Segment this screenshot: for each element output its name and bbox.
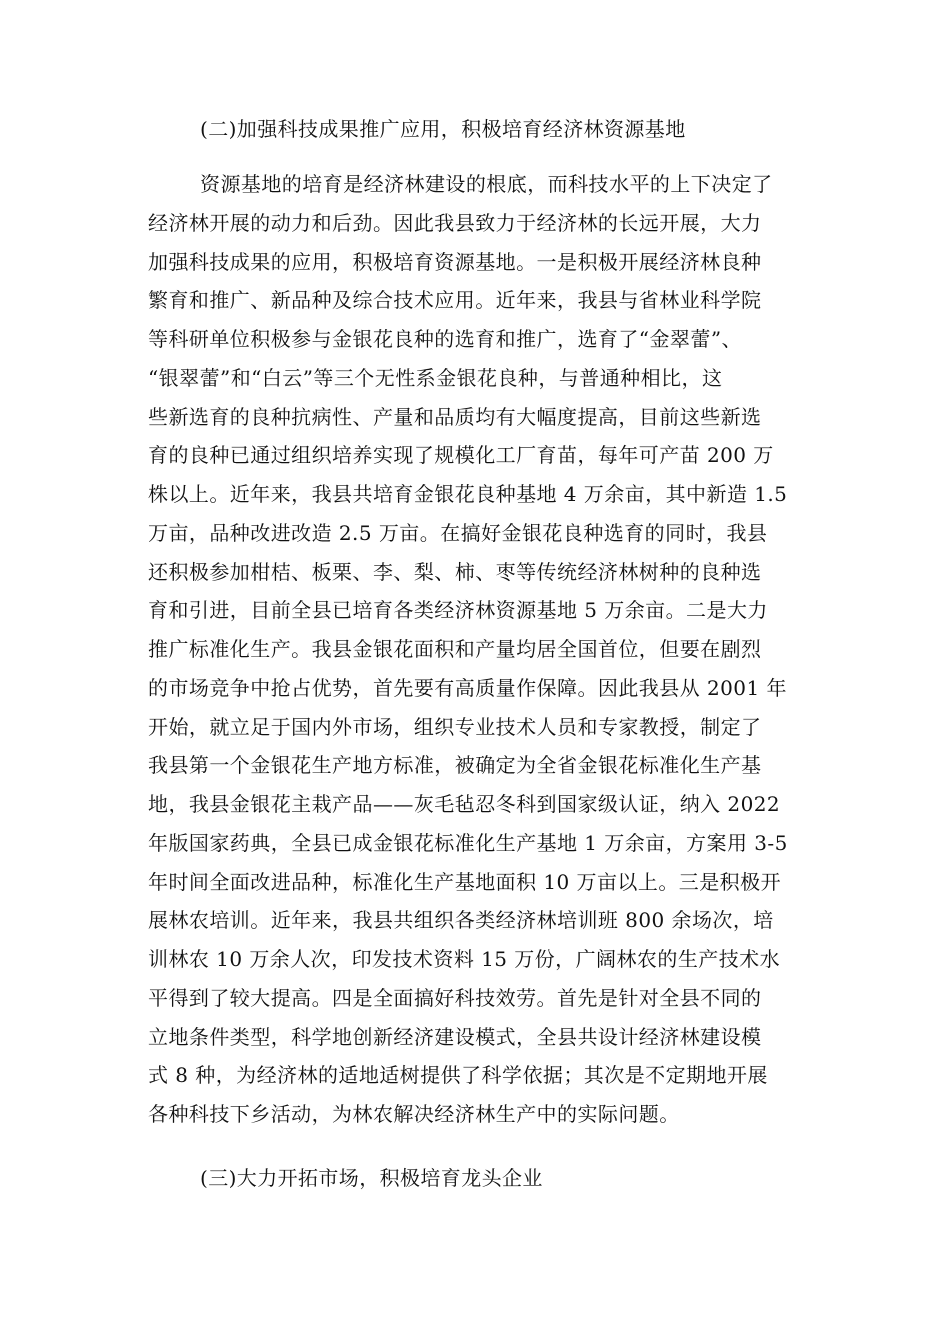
paragraph-line: 育的良种已通过组织培养实现了规模化工厂育苗，每年可产苗 200 万 (148, 443, 774, 468)
paragraph-line: 加强科技成果的应用，积极培育资源基地。一是积极开展经济林良种 (148, 249, 762, 274)
paragraph-line: 平得到了较大提高。四是全面搞好科技效劳。首先是针对全县不同的 (148, 985, 762, 1010)
section-two-paragraph (148, 165, 808, 1134)
section-heading-two: (二)加强科技成果推广应用，积极培育经济林资源基地 (200, 117, 686, 141)
paragraph-line: 立地条件类型，科学地创新经济建设模式，全县共设计经济林建设模 (148, 1024, 762, 1049)
paragraph-line: 的市场竞争中抢占优势，首先要有高质量作保障。因此我县从 2001 年 (148, 675, 787, 700)
section-heading-three: (三)大力开拓市场，积极培育龙头企业 (200, 1166, 543, 1190)
paragraph-line: 年时间全面改进品种，标准化生产基地面积 10 万亩以上。三是积极开 (148, 869, 782, 894)
paragraph-line: 万亩，品种改进改造 2.5 万亩。在搞好金银花良种选育的同时，我县 (148, 520, 768, 545)
paragraph-line: 经济林开展的动力和后劲。因此我县致力于经济林的长远开展，大力 (148, 210, 762, 235)
paragraph-line: 推广标准化生产。我县金银花面积和产量均居全国首位，但要在剧烈 (148, 637, 762, 661)
paragraph-line: 繁育和推广、新品种及综合技术应用。近年来，我县与省林业科学院 (148, 288, 762, 313)
paragraph-line: 我县第一个金银花生产地方标准，被确定为全省金银花标准化生产基 (148, 753, 762, 778)
paragraph-line: 式 8 种，为经济林的适地适树提供了科学依据；其次是不定期地开展 (148, 1063, 768, 1088)
paragraph-line: 还积极参加柑桔、板栗、李、梨、柿、枣等传统经济林树种的良种选 (148, 559, 762, 584)
paragraph-line: 地，我县金银花主栽产品——灰毛毡忍冬科到国家级认证，纳入 2022 (148, 792, 781, 816)
paragraph-line: 株以上。近年来，我县共培育金银花良种基地 4 万余亩，其中新造 1.5 (148, 482, 788, 506)
paragraph-line: 资源基地的培育是经济林建设的根底，而科技水平的上下决定了 (200, 172, 773, 196)
paragraph-line: 展林农培训。近年来，我县共组织各类经济林培训班 800 余场次，培 (148, 908, 774, 933)
paragraph-line: 等科研单位积极参与金银花良种的选育和推广，选育了“金翠蕾”、 (148, 327, 742, 351)
paragraph-line: 训林农 10 万余人次，印发技术资料 15 万份，广阔林农的生产技术水 (148, 947, 781, 971)
paragraph-line: 育和引进，目前全县已培育各类经济林资源基地 5 万余亩。二是大力 (148, 598, 768, 623)
paragraph-line: 年版国家药典，全县已成金银花标准化生产基地 1 万余亩，方案用 3-5 (148, 830, 788, 855)
paragraph-line: “银翠蕾”和“白云”等三个无性系金银花良种，与普通种相比，这 (148, 365, 723, 390)
paragraph-line: 些新选育的良种抗病性、产量和品质均有大幅度提高，目前这些新选 (148, 404, 762, 429)
paragraph-line: 开始，就立足于国内外市场，组织专业技术人员和专家教授，制定了 (148, 714, 762, 739)
paragraph-line: 各种科技下乡活动，为林农解决经济林生产中的实际问题。 (148, 1102, 680, 1126)
